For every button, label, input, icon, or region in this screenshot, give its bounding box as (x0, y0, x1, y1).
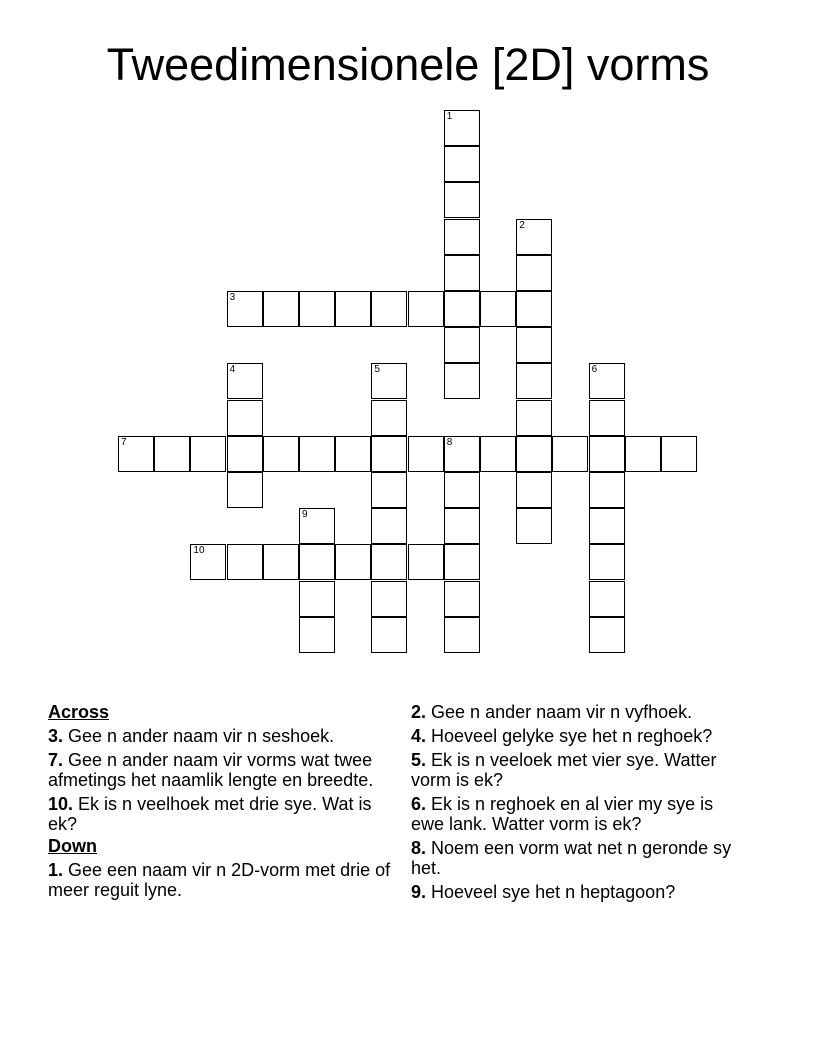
crossword-cell[interactable] (444, 110, 480, 146)
crossword-cell[interactable] (371, 436, 407, 472)
crossword-cell[interactable] (444, 219, 480, 255)
crossword-cell[interactable] (480, 436, 516, 472)
crossword-cell[interactable] (444, 255, 480, 291)
crossword-cell[interactable] (299, 581, 335, 617)
crossword-cell[interactable] (444, 472, 480, 508)
crossword-cell[interactable] (263, 544, 299, 580)
clue-text: Noem een vorm wat net n geronde sy het. (411, 838, 732, 878)
crossword-cell[interactable] (444, 363, 480, 399)
crossword-cell[interactable] (516, 219, 552, 255)
clue-down-1 (48, 860, 398, 900)
crossword-cell[interactable] (589, 472, 625, 508)
crossword-cell[interactable] (444, 182, 480, 218)
down-heading: Down (48, 836, 97, 856)
clue-number: 7. (48, 750, 64, 770)
clue-number: 4. (411, 726, 427, 746)
crossword-cell[interactable] (371, 581, 407, 617)
crossword-cell[interactable] (299, 508, 335, 544)
crossword-cell[interactable] (263, 436, 299, 472)
crossword-cell[interactable] (371, 617, 407, 653)
clue-across-10 (48, 794, 398, 834)
clue-down-8 (411, 838, 751, 878)
clue-number: 9. (411, 882, 427, 902)
clue-down-4 (411, 726, 751, 746)
crossword-cell[interactable] (661, 436, 697, 472)
clues-right-column (411, 702, 751, 906)
clue-text: Gee een naam vir n 2D-vorm met drie of meer reguit lyne. (48, 860, 391, 900)
crossword-cell[interactable] (589, 617, 625, 653)
crossword-cell[interactable] (408, 436, 444, 472)
cell-number: 7 (121, 436, 127, 448)
clue-down-6 (411, 794, 751, 834)
clue-number: 1. (48, 860, 64, 880)
crossword-cell[interactable] (444, 544, 480, 580)
clue-text: Gee n ander naam vir n vyfhoek. (431, 702, 693, 722)
crossword-cell[interactable] (227, 436, 263, 472)
crossword-cell[interactable] (227, 363, 263, 399)
page-title: Tweedimensionele [2D] vorms (106, 39, 710, 90)
crossword-cell[interactable] (227, 472, 263, 508)
crossword-cell[interactable] (371, 400, 407, 436)
across-heading: Across (48, 702, 110, 722)
crossword-cell[interactable] (263, 291, 299, 327)
crossword-cell[interactable] (589, 400, 625, 436)
clue-number: 2. (411, 702, 427, 722)
crossword-cell[interactable] (589, 363, 625, 399)
crossword-cell[interactable] (444, 581, 480, 617)
clue-text: Hoeveel sye het n heptagoon? (431, 882, 676, 902)
cell-number: 4 (229, 364, 236, 376)
cell-number: 5 (374, 364, 380, 376)
crossword-cell[interactable] (516, 508, 552, 544)
crossword-cell[interactable] (444, 436, 480, 472)
crossword-cell[interactable] (516, 436, 552, 472)
crossword-cell[interactable] (335, 436, 371, 472)
crossword-cell[interactable] (299, 617, 335, 653)
clue-text: Ek is n veelhoek met drie sye. Wat is ek? (48, 794, 372, 834)
clue-across-7 (48, 750, 398, 790)
cell-number: 10 (193, 545, 205, 557)
crossword-cell[interactable] (516, 363, 552, 399)
crossword-cell[interactable] (589, 436, 625, 472)
cell-number: 9 (302, 509, 308, 521)
crossword-cell[interactable] (190, 544, 226, 580)
crossword-cell[interactable] (516, 327, 552, 363)
crossword-cell[interactable] (335, 544, 371, 580)
clue-number: 6. (411, 794, 427, 814)
crossword-cell[interactable] (480, 291, 516, 327)
crossword-cell[interactable] (118, 436, 154, 472)
crossword-cell[interactable] (371, 472, 407, 508)
crossword-cell[interactable] (154, 436, 190, 472)
crossword-cell[interactable] (371, 508, 407, 544)
crossword-cell[interactable] (589, 508, 625, 544)
cell-number: 3 (229, 292, 236, 303)
crossword-cell[interactable] (408, 544, 444, 580)
clue-number: 5. (411, 750, 427, 770)
crossword-cell[interactable] (552, 436, 588, 472)
crossword-cell[interactable] (516, 472, 552, 508)
crossword-cell[interactable] (299, 291, 335, 327)
clue-number: 3. (48, 726, 64, 746)
crossword-cell[interactable] (227, 291, 263, 327)
crossword-cell[interactable] (444, 327, 480, 363)
clue-text: Ek is n reghoek en al vier my sye is ewe lank. Watter vorm is ek? (411, 794, 714, 834)
clue-across-3 (48, 726, 398, 746)
crossword-cell[interactable] (371, 363, 407, 399)
clue-number: 10. (48, 794, 74, 814)
crossword-cell[interactable] (444, 508, 480, 544)
clue-number: 8. (411, 838, 427, 858)
crossword-cell[interactable] (335, 291, 371, 327)
clue-text: Ek is n veeloek met vier sye. Watter vorm is ek? (411, 750, 717, 790)
crossword-cell[interactable] (371, 291, 407, 327)
crossword-cell[interactable] (408, 291, 444, 327)
crossword-cell[interactable] (589, 581, 625, 617)
cell-number: 6 (591, 364, 598, 376)
clue-text: Hoeveel gelyke sye het n reghoek? (431, 726, 713, 746)
clue-down-9 (411, 882, 751, 902)
crossword-cell[interactable] (516, 291, 552, 327)
crossword-cell[interactable] (299, 436, 335, 472)
crossword-cell[interactable] (299, 544, 335, 580)
cell-number: 8 (446, 436, 453, 448)
clue-text: Gee n ander naam vir n seshoek. (68, 726, 335, 746)
crossword-cell[interactable] (444, 291, 480, 327)
crossword-cell[interactable] (516, 255, 552, 291)
cell-number: 1 (446, 111, 453, 122)
clue-down-5 (411, 750, 751, 790)
crossword-cell[interactable] (589, 544, 625, 580)
crossword-cell[interactable] (190, 436, 226, 472)
crossword-cell[interactable] (371, 544, 407, 580)
crossword-cell[interactable] (516, 400, 552, 436)
crossword-cell[interactable] (227, 400, 263, 436)
cell-number: 2 (519, 219, 525, 231)
crossword-cell[interactable] (444, 617, 480, 653)
clue-text: Gee n ander naam vir vorms wat twee afmetings het naamlik lengte en breedte. (48, 750, 374, 790)
clue-down-2 (411, 702, 751, 722)
crossword-cell[interactable] (625, 436, 661, 472)
crossword-cell[interactable] (444, 146, 480, 182)
clues-left-column (48, 702, 398, 904)
crossword-cell[interactable] (227, 544, 263, 580)
